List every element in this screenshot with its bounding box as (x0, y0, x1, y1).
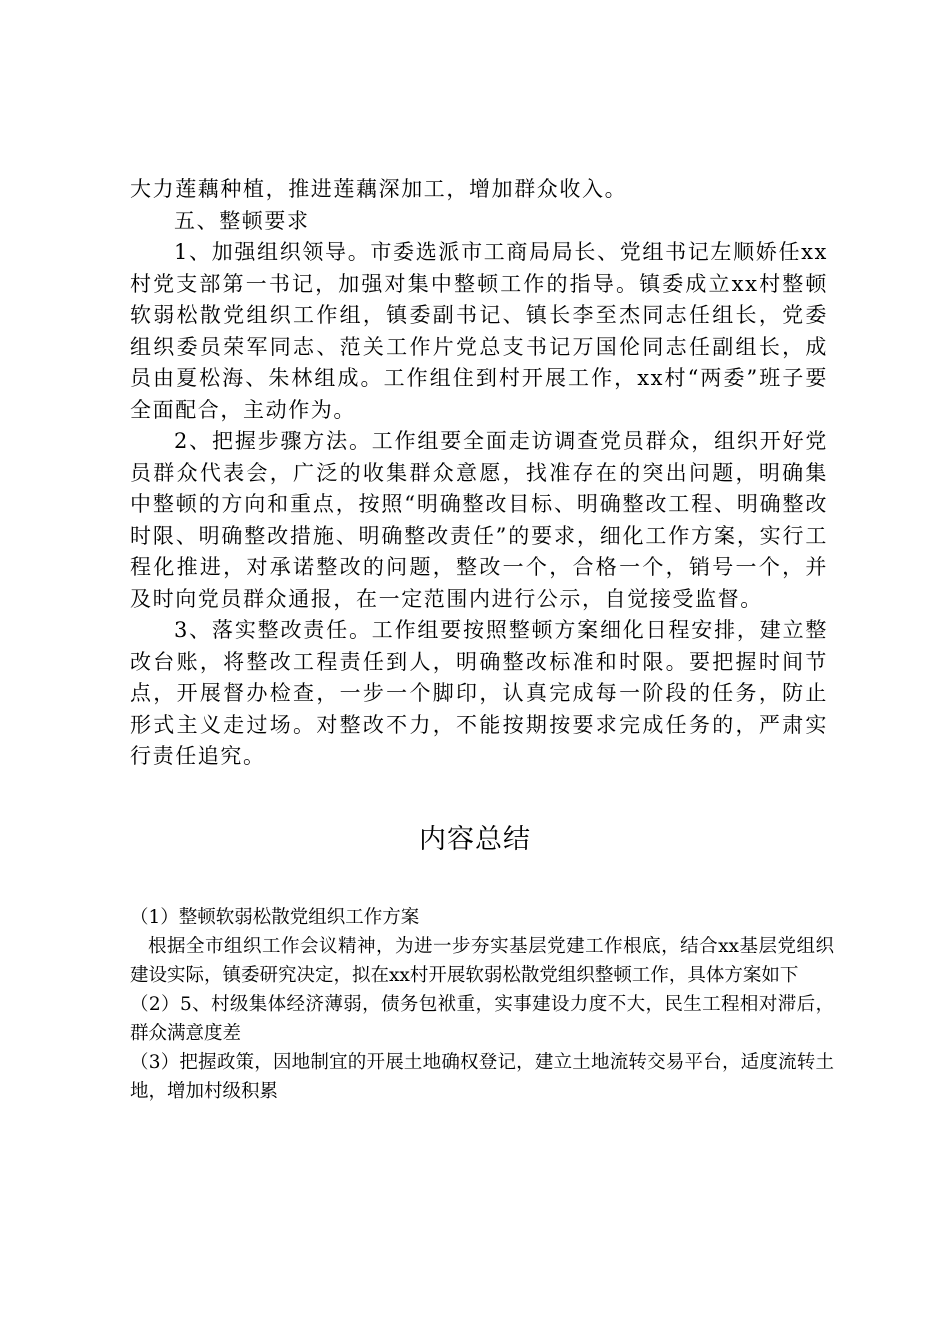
paragraph-2: 2、把握步骤方法。工作组要全面走访调查党员群众，组织开好党员群众代表会，广泛的收集群众意愿，找准存在的突出问题，明确集中整顿的方向和重点，按照“明确整改目标、明确整改工程、明确整改时限、明确整改措施、明确整改责任”的要求，细化工作方案，实行工程化推进，对承诺整改的问题，整改一个，合格一个，销号一个，并及时向党员群众通报，在一定范围内进行公示，自觉接受监督。 (130, 429, 828, 611)
paragraph-3: 3、落实整改责任。工作组要按照整顿方案细化日程安排，建立整改台账，将整改工程责任到人，明确整改标准和时限。要把握时间节点，开展督办检查，一步一个脚印，认真完成每一阶段的任务，防止形式主义走过场。对整改不力，不能按期按要求完成任务的，严肃实行责任追究。 (130, 618, 828, 768)
summary-title: 内容总结 (419, 824, 531, 855)
summary-section (130, 903, 834, 1106)
document-body (130, 174, 828, 773)
section-heading: 五、整顿要求 (174, 208, 310, 233)
summary-item: 根据全市组织工作会议精神，为进一步夯实基层党建工作根底，结合xx基层党组织建设实际，镇委研究决定，拟在xx村开展软弱松散党组织整顿工作，具体方案如下 (130, 936, 834, 986)
continuation-line: 大力莲藕种植，推进莲藕深加工，增加群众收入。 (130, 177, 628, 201)
summary-item: （3）把握政策，因地制宜的开展土地确权登记，建立土地流转交易平台，适度流转土地，增加村级积累 (130, 1052, 834, 1102)
summary-item: （1）整顿软弱松散党组织工作方案 (130, 907, 420, 928)
summary-item: （2）5、村级集体经济薄弱，债务包袱重，实事建设力度不大，民生工程相对滞后，群众满意度差 (130, 994, 834, 1044)
paragraph-1: 1、加强组织领导。市委选派市工商局局长、党组书记左顺娇任xx村党支部第一书记，加强对集中整顿工作的指导。镇委成立xx村整顿软弱松散党组织工作组，镇委副书记、镇长李至杰同志任组长，党委组织委员荣军同志、范关工作片党总支书记万国伦同志任副组长，成员由夏松海、朱林组成。工作组住到村开展工作，xx村“两委”班子要全面配合，主动作为。 (130, 240, 828, 422)
